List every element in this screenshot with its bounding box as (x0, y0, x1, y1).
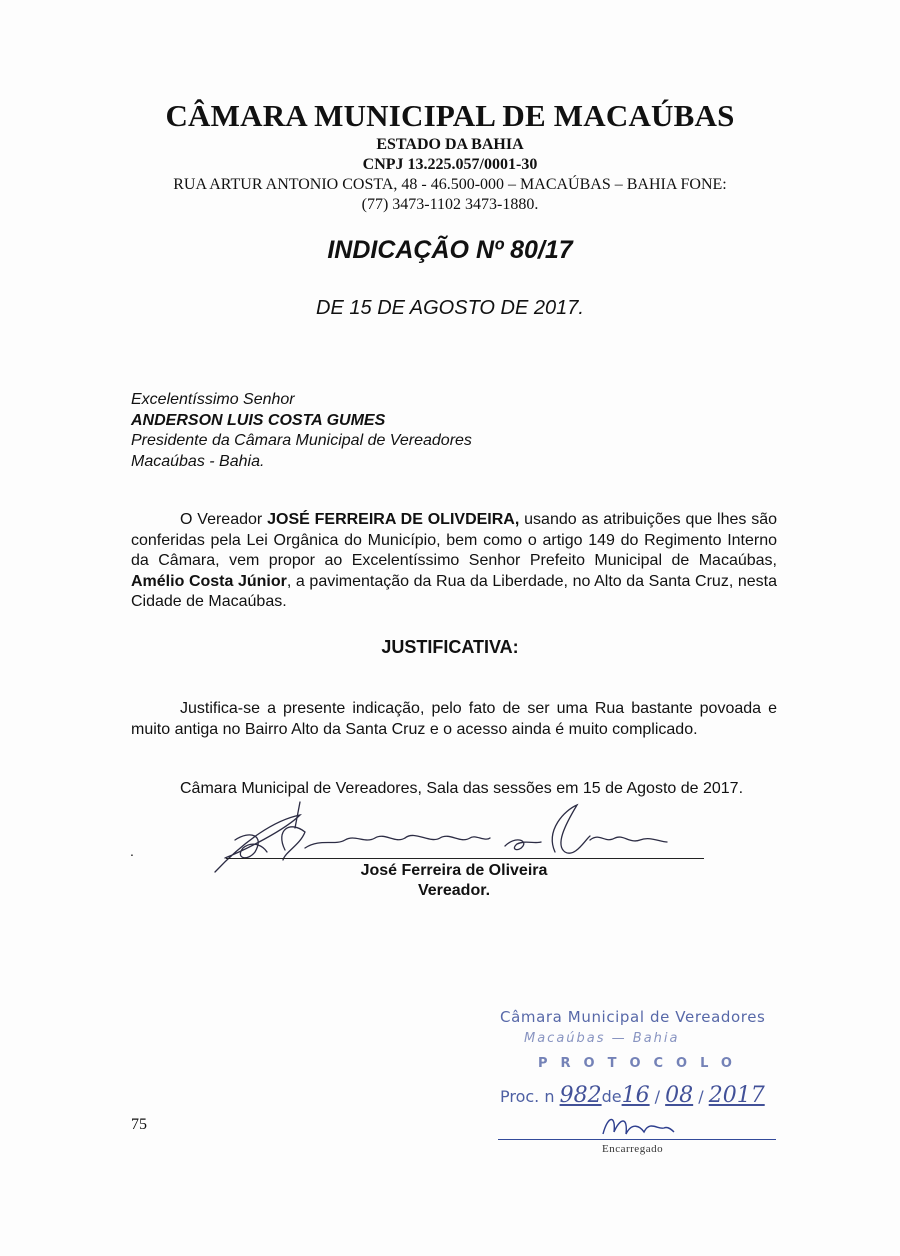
recipient-city: Macaúbas - Bahia. (131, 453, 265, 470)
address-line-1: RUA ARTUR ANTONIO COSTA, 48 - 46.500-000 – MACAÚBAS – BAHIA FONE: (173, 176, 727, 193)
address-line-2: (77) 3473-1102 3473-1880. (361, 196, 539, 213)
indicacao-date: DE 15 DE AGOSTO DE 2017. (316, 297, 584, 319)
recipient-salutation: Excelentíssimo Senhor (131, 391, 295, 408)
justificativa-paragraph: Justifica-se a presente indicação, pelo fato de ser uma Rua bastante povoada e muito antiga no Bairro Alto da Santa Cruz e o acesso ainda é muito complicado. (131, 700, 777, 738)
stamp-signature-line (498, 1139, 776, 1140)
proposal-text-3: , a pavimentação da Rua da Liberdade, no Alto da Santa Cruz, nesta Cidade de Macaúbas. (131, 572, 778, 610)
stamp-proc-label: Proc. n (500, 1087, 555, 1106)
recipient-name: ANDERSON LUIS COSTA GUMES (131, 412, 386, 429)
stamp-initials-signature (598, 1110, 678, 1140)
vereador-name: JOSÉ FERREIRA DE OLIVDEIRA, (267, 511, 520, 528)
signer-role: Vereador. (417, 882, 491, 899)
stamp-de-label: de (601, 1087, 622, 1106)
stamp-year: 2017 (708, 1083, 765, 1108)
page-number: 75 (131, 1116, 147, 1133)
cnpj-line: CNPJ 13.225.057/0001-30 (362, 156, 538, 173)
justificativa-heading: JUSTIFICATIVA: (381, 637, 519, 657)
stray-dot: . (130, 843, 134, 859)
stamp-proc-number: 982 (559, 1083, 602, 1108)
stamp-proc-line: Proc. n 982de16 / 08 / 2017 (500, 1083, 765, 1108)
signer-name: José Ferreira de Oliveira (360, 862, 548, 879)
indicacao-title: INDICAÇÃO Nº 80/17 (327, 236, 573, 264)
prefeito-name: Amélio Costa Júnior (131, 572, 287, 590)
stamp-encarregado: Encarregado (602, 1143, 664, 1155)
state-line: ESTADO DA BAHIA (376, 136, 524, 153)
stamp-protocolo: PROTOCOLO (538, 1056, 745, 1071)
signature-line (226, 858, 704, 859)
proposal-text-2: usando as atribuições que lhes são conferidas pela Lei Orgânica do Município, bem como o artigo 149 do Regimento Interno da Câmara, vem propor ao Excelentíssimo Senhor Prefeito Municipal de Macaúbas, (131, 511, 778, 569)
stamp-city: Macaúbas — Bahia (524, 1031, 680, 1046)
stamp-institution: Câmara Municipal de Vereadores (500, 1008, 766, 1026)
closing-paragraph: Câmara Municipal de Vereadores, Sala das sessões em 15 de Agosto de 2017. (180, 780, 744, 797)
recipient-role: Presidente da Câmara Municipal de Vereadores (131, 432, 472, 449)
proposal-paragraph (131, 510, 777, 613)
proposal-text-1: O Vereador (180, 511, 268, 528)
institution-title: CÂMARA MUNICIPAL DE MACAÚBAS (165, 98, 735, 133)
stamp-month: 08 (665, 1083, 694, 1108)
stamp-day: 16 (621, 1083, 650, 1108)
